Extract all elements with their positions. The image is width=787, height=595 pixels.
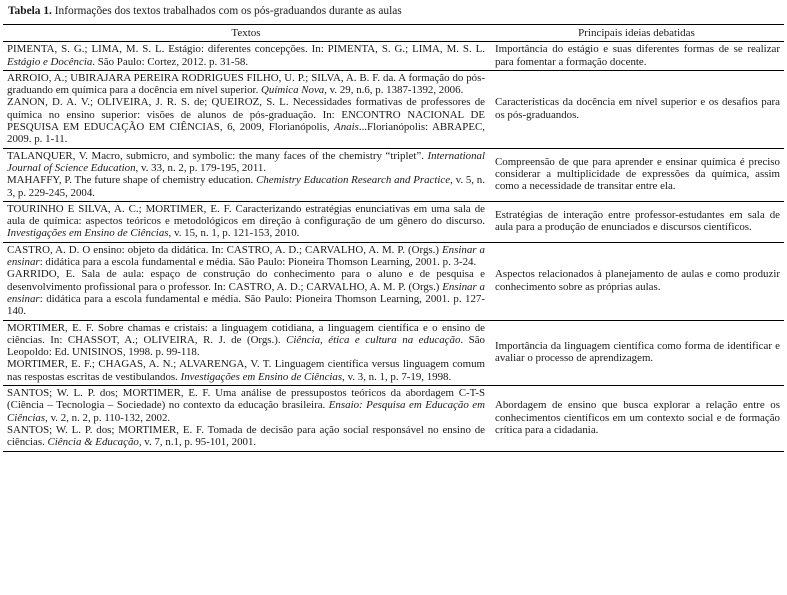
reference-text: TALANQUER, V. Macro, submicro, and symbolic: the many faces of the chemistry “triplet”.: [7, 149, 428, 162]
main-idea-cell: Abordagem de ensino que busca explorar a relação entre os conhecimentos científicos em um contexto social e de formação crítica para a cidadania.: [489, 386, 784, 451]
reference-text: , v. 5, n. 3, p. 229-245, 2004.: [7, 174, 485, 199]
reference-text: : didática para a escola fundamental e média. São Paulo: Pioneira Thomson Learning, 2001. p. 3-24.: [39, 256, 477, 269]
reference-text: , v. 7, n.1, p. 95-101, 2001.: [138, 436, 257, 449]
reference-entry: [7, 387, 485, 424]
reference-text: MORTIMER, E. F. Sobre chamas e cristais: a linguagem cotidiana, a linguagem científica e o ensino de ciências. In: CHASSOT, A.; OLIVEIRA, R. J. de (Orgs.).: [7, 321, 485, 346]
reference-text: : didática para a escola fundamental e média. São Paulo: Pioneira Thomson Learning, 2001. p. 127-140.: [7, 292, 485, 318]
references-cell: [3, 201, 489, 242]
header-textos: Textos: [3, 25, 489, 42]
reference-text: , v. 2, n. 2, p. 110-132, 2002.: [45, 411, 171, 424]
header-principais-ideias: Principais ideias debatidas: [489, 25, 784, 42]
table-row: [3, 201, 784, 242]
references-cell: [3, 42, 489, 71]
reference-text: ZANON, D. A. V.; OLIVEIRA, J. R. S. de; QUEIROZ, S. L. Necessidades formativas de professores de química no ensino superior: visões de alunos de pós-graduação. In: ENCONTRO NACIONAL DE PESQUISA EM EDUCAÇÃO EM CIÊNCIAS, 6, 2009, Florianópolis,: [7, 96, 485, 134]
reference-text: MAHAFFY, P. The future shape of chemistry education.: [7, 174, 257, 187]
reference-text: CASTRO, A. D. O ensino: objeto da didática. In: CASTRO, A. D.; CARVALHO, A. M. P. (Orgs.): [7, 243, 443, 256]
table-row: [3, 386, 784, 451]
main-idea-cell: Características da docência em nível superior e os desafios para os pós-graduandos.: [489, 70, 784, 148]
reference-entry: [7, 96, 485, 145]
table-row: [3, 42, 784, 71]
reference-source-title: Investigações em Ensino de Ciências: [7, 227, 169, 240]
reference-source-title: Ciência, ética e cultura na educação: [286, 333, 461, 346]
reference-text: , v. 3, n. 1, p. 7-19, 1998.: [342, 370, 452, 383]
main-idea-cell: Importância do estágio e suas diferentes formas de se realizar para fomentar a formação docente.: [489, 42, 784, 71]
main-idea-cell: Aspectos relacionados à planejamento de aulas e como produzir conhecimento sobre as próprias aulas.: [489, 242, 784, 320]
reference-source-title: Chemistry Education Research and Practice: [256, 174, 451, 187]
reference-text: SANTOS; W. L. P. dos; MORTIMER, E. F. Tomada de decisão para ação social responsável no ensino de ciências.: [7, 423, 485, 449]
reference-text: GARRIDO, E. Sala de aula: espaço de construção do conhecimento para o aluno e de pesquisa e desenvolvimento profissional para o professor. In: CASTRO, A. D.; CARVALHO, A. M. P. (Orgs.): [7, 268, 485, 293]
table-header-row: [3, 25, 784, 42]
reference-text: ARROIO, A.; UBIRAJARA PEREIRA RODRIGUES FILHO, U. P.; SILVA, A. B. F. da. A formação do pós-graduando em química para a docência em nível superior.: [7, 71, 485, 97]
reference-source-title: Ensinar a ensinar: [7, 243, 485, 269]
reference-source-title: Investigações em Ensino de Ciências: [180, 370, 343, 383]
reference-text: ...Florianópolis: ABRAPEC, 2009. p. 1-11.: [7, 121, 485, 146]
reference-text: . São Leopoldo: Ed. UNISINOS, 1998. p. 99-118.: [7, 333, 485, 359]
reference-entry: [7, 72, 485, 97]
reference-text: , v. 33, n. 2, p. 179-195, 2011.: [135, 161, 267, 174]
main-idea-cell: Compreensão de que para aprender e ensinar química é preciso considerar a multiplicidade de expressões da química, assim como a necessidade de transitar entre ela.: [489, 148, 784, 201]
references-cell: [3, 70, 489, 148]
reference-entry: [7, 203, 485, 240]
references-cell: [3, 242, 489, 320]
reference-entry: [7, 174, 485, 199]
table-caption: [8, 4, 784, 18]
main-idea-cell: Importância da linguagem científica como forma de identificar e avaliar o processo de aprendizagem.: [489, 320, 784, 385]
reference-text: , v. 15, n. 1, p. 121-153, 2010.: [168, 227, 300, 240]
reference-text: TOURINHO E SILVA, A. C.; MORTIMER, E. F. Caracterizando estratégias enunciativas em uma sala de aula de química: aspectos teóricos e metodológicos em direção à configuração de um gênero do discurso.: [7, 202, 485, 228]
table-row: [3, 148, 784, 201]
table-row: [3, 70, 784, 148]
reference-source-title: International Journal of Science Education: [7, 149, 485, 174]
reference-entry: [7, 43, 485, 68]
references-table: [3, 24, 784, 452]
reference-entry: [7, 268, 485, 317]
reference-source-title: Ensinar a ensinar: [7, 280, 485, 305]
references-cell: [3, 320, 489, 385]
references-cell: [3, 386, 489, 451]
table-row: [3, 320, 784, 385]
reference-source-title: Ciência & Educação: [47, 436, 139, 449]
reference-entry: [7, 424, 485, 449]
reference-text: , v. 29, n.6, p. 1387-1392, 2006.: [324, 84, 464, 97]
table-caption-label: Tabela 1.: [8, 5, 52, 17]
reference-source-title: Estágio e Docência: [7, 55, 93, 68]
reference-source-title: Ensaio: Pesquisa em Educação em Ciências: [7, 399, 485, 424]
references-cell: [3, 148, 489, 201]
reference-entry: [7, 150, 485, 175]
reference-text: SANTOS; W. L. P. dos; MORTIMER, E. F. Uma análise de pressupostos teóricos da abordagem C-T-S (Ciência – Tecnologia – Sociedade) no contexto da educação brasileira.: [7, 387, 485, 412]
reference-entry: [7, 244, 485, 269]
reference-source-title: Anais: [334, 121, 359, 134]
table-body: [3, 42, 784, 451]
main-idea-cell: Estratégias de interação entre professor-estudantes em sala de aula para a produção de enunciados e discursos científicos.: [489, 201, 784, 242]
table-caption-text: Informações dos textos trabalhados com os pós-graduandos durante as aulas: [51, 5, 402, 17]
reference-text: MORTIMER, E. F.; CHAGAS, A. N.; ALVARENGA, V. T. Linguagem científica versus linguagem comum nas respostas escritas de vestibulandos.: [7, 358, 485, 383]
reference-entry: [7, 322, 485, 359]
reference-text: . São Paulo: Cortez, 2012. p. 31-58.: [92, 55, 249, 68]
reference-entry: [7, 358, 485, 383]
reference-source-title: Química Nova: [261, 84, 325, 97]
table-row: [3, 242, 784, 320]
reference-text: PIMENTA, S. G.; LIMA, M. S. L. Estágio: diferentes concepções. In: PIMENTA, S. G.; LIMA, M. S. L.: [7, 43, 485, 56]
